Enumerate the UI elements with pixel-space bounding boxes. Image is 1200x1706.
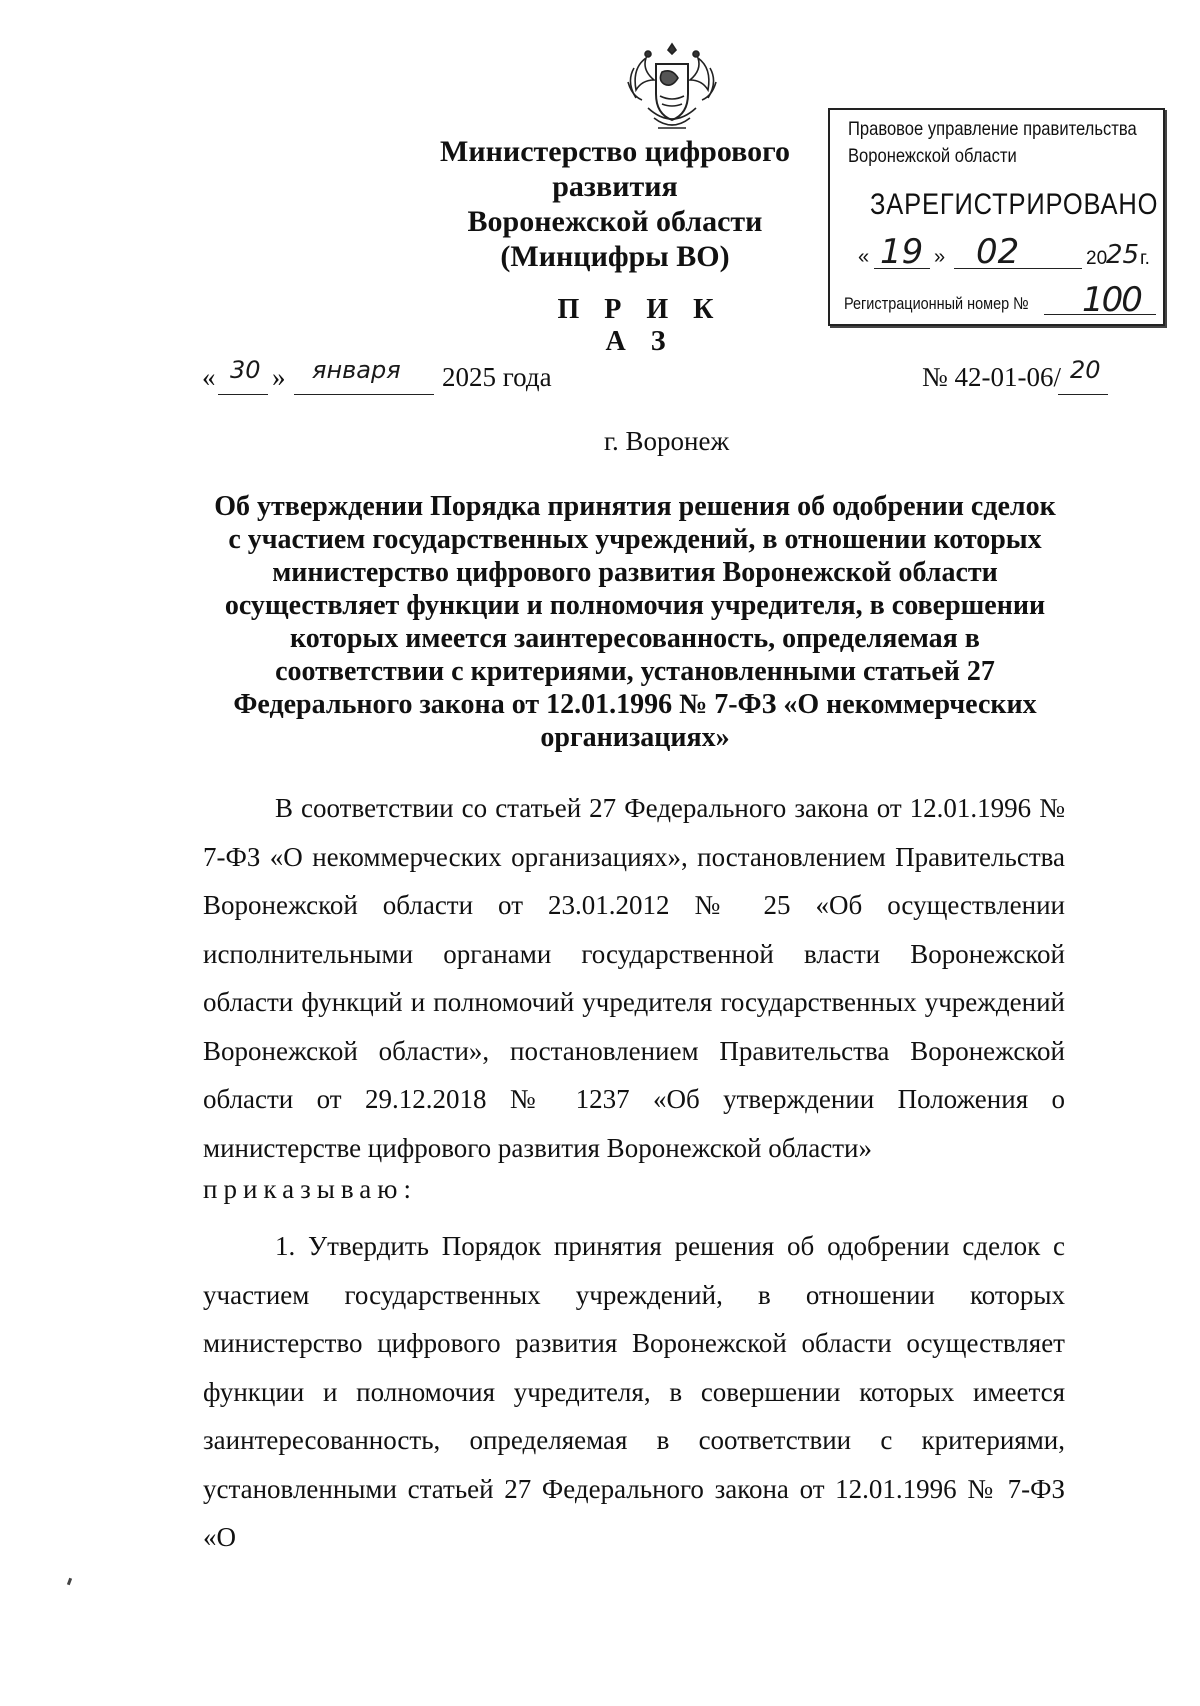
scan-speck	[67, 1578, 72, 1586]
stamp-registered-label: ЗАРЕГИСТРИРОВАНО	[870, 188, 1159, 221]
registration-stamp	[828, 108, 1165, 326]
order-number-prefix: № 42-01-06/	[922, 362, 1061, 392]
stamp-year-prefix: 20	[1086, 248, 1108, 269]
stamp-close-quote: »	[934, 246, 946, 268]
stamp-registration-number	[844, 280, 1164, 320]
stamp-year-suffix: 25	[1106, 240, 1140, 270]
stamp-open-quote: «	[858, 246, 870, 268]
document-type-title: П Р И К А З	[557, 294, 723, 357]
stamp-day: 19	[880, 232, 924, 272]
order-number: 20	[1070, 356, 1101, 384]
ministry-name-line1: Министерство цифрового развития	[440, 135, 790, 203]
order-subject: Об утверждении Порядка принятия решения об одобрении сделок с участием государственных учреждений, в отношении которых министерство цифрового развития Воронежской области осуществляет функции и полномочия учредителя, в совершении которых имеется заинтересованность, определяемая в соответствии с критериями, установленными статьей 27 Федерального закона от 12.01.1996 № 7-ФЗ «О некоммерческих организациях»	[214, 491, 1056, 753]
order-year: 2025 года	[442, 362, 552, 392]
stamp-year-end: г.	[1140, 248, 1150, 269]
stamp-date	[858, 232, 1158, 278]
city-line: г. Воронеж	[604, 426, 730, 456]
ministry-heading	[395, 134, 835, 274]
order-verb: приказываю:	[203, 1174, 417, 1204]
order-date-open-quote: «	[202, 362, 216, 392]
order-day: 30	[230, 356, 261, 384]
preamble-paragraph: В соответствии со статьей 27 Федерального закона от 12.01.1996 № 7-ФЗ «О некоммерческих организациях», постановлением Правительства Воронежской области от 23.01.2012 № 25 «Об осуществлении исполнительными органами государственной власти Воронежской области функций и полномочий учредителя государственных учреждений Воронежской области», постановлением Правительства Воронежской области от 29.12.2018 № 1237 «Об утверждении Положения о министерстве цифрового развития Воронежской области»	[203, 793, 1065, 1163]
item-1-paragraph: 1. Утвердить Порядок принятия решения об одобрении сделок с участием государственных учреждений, в отношении которых министерство цифрового развития Воронежской области осуществляет функции и полномочия учредителя, в совершении которых имеется заинтересованность, определяемая в соответствии с критериями, установленными статьей 27 Федерального закона от 12.01.1996 № 7-ФЗ «О	[203, 1231, 1065, 1552]
ministry-short-name: (Минцифры ВО)	[500, 240, 730, 273]
stamp-month: 02	[976, 232, 1020, 272]
stamp-number-label: Регистрационный номер №	[844, 294, 1029, 313]
stamp-number-value: 100	[1082, 280, 1141, 320]
coat-of-arms-emblem	[618, 38, 726, 138]
order-date-number-row	[202, 356, 1101, 402]
order-month: января	[312, 356, 401, 384]
stamp-authority-line1: Правовое управление правительства	[848, 118, 1137, 140]
stamp-authority-line2: Воронежской области	[848, 145, 1017, 167]
order-date-close-quote: »	[272, 362, 286, 392]
ministry-name-line2: Воронежской области	[467, 205, 763, 238]
